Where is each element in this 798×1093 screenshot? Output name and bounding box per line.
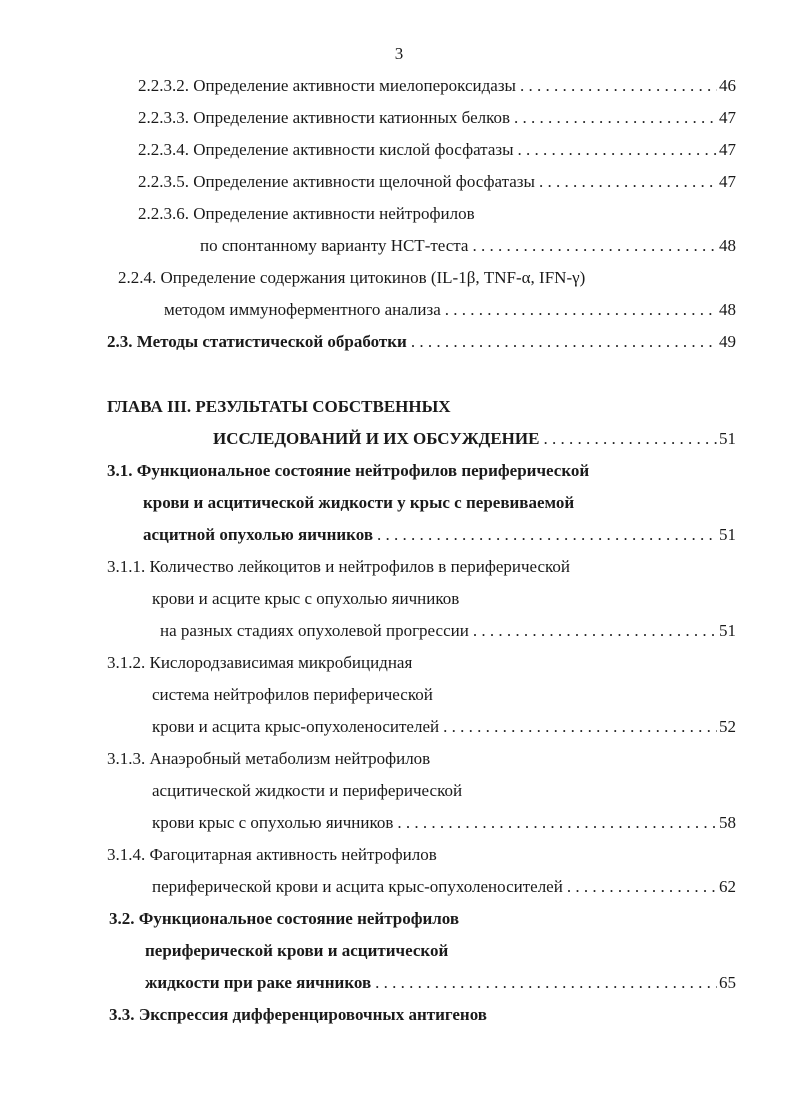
- toc-entry-text: асцитической жидкости и периферической: [152, 781, 463, 800]
- leader-dots: [518, 140, 717, 160]
- toc-entry-text: крови и асцитической жидкости у крыс с перевиваемой: [143, 493, 575, 512]
- chapter-heading: [107, 397, 736, 421]
- toc-entry: [145, 941, 736, 965]
- toc-entry-page: 47: [719, 108, 736, 127]
- leader-dots: [473, 621, 717, 641]
- toc-entry: [109, 1005, 736, 1029]
- toc-entry-text: система нейтрофилов периферической: [152, 685, 433, 704]
- toc-entry-text: 3.1.2. Кислородзависимая микробицидная: [107, 653, 413, 672]
- chapter-heading: [213, 429, 736, 453]
- toc-entry-text: крови крыс с опухолью яичников: [152, 813, 394, 832]
- toc-entry: [138, 204, 736, 228]
- toc-entry: [152, 717, 736, 741]
- leader-dots: [539, 172, 717, 192]
- toc-entry-text: асцитной опухолью яичников: [143, 525, 374, 544]
- leader-dots: [514, 108, 717, 128]
- toc-entry: [200, 236, 736, 260]
- toc-entry-page: 47: [719, 172, 736, 191]
- toc-entry-text: 3.1.1. Количество лейкоцитов и нейтрофилов в периферической: [107, 557, 571, 576]
- toc-entry-text: 3.1.4. Фагоцитарная активность нейтрофилов: [107, 845, 437, 864]
- leader-dots: [520, 76, 717, 96]
- toc-entry-text: 3.2. Функциональное состояние нейтрофилов: [109, 909, 460, 928]
- leader-dots: [443, 717, 717, 737]
- leader-dots: [375, 973, 717, 993]
- toc-entry-text: методом иммуноферментного анализа: [164, 300, 441, 319]
- toc-entry: [152, 589, 736, 613]
- toc-entry: [107, 332, 736, 356]
- toc-entry-text: 2.3. Методы статистической обработки: [107, 332, 407, 351]
- leader-dots: [567, 877, 717, 897]
- toc-entry-text: 3.3. Экспрессия дифференцировочных антигенов: [109, 1005, 487, 1024]
- toc-entry: [107, 461, 736, 485]
- toc-entry: [160, 621, 736, 645]
- toc-entry: [107, 557, 736, 581]
- page-number: 3: [394, 44, 404, 63]
- toc-entry: [138, 76, 736, 100]
- toc-entry: [143, 493, 736, 517]
- toc-entry-page: 65: [719, 973, 736, 992]
- toc-entry-page: 52: [719, 717, 736, 736]
- leader-dots: [472, 236, 717, 256]
- toc-entry-page: 48: [719, 300, 736, 319]
- toc-entry-text: 2.2.3.3. Определение активности катионных белков: [138, 108, 511, 127]
- toc-entry-text: 2.2.3.5. Определение активности щелочной фосфатазы: [138, 172, 535, 191]
- toc-entry-text: ИССЛЕДОВАНИЙ И ИХ ОБСУЖДЕНИЕ: [213, 429, 540, 448]
- toc-entry-page: 47: [719, 140, 736, 159]
- toc-entry: [145, 973, 736, 997]
- toc-entry-text: жидкости при раке яичников: [145, 973, 372, 992]
- toc-entry-text: на разных стадиях опухолевой прогрессии: [160, 621, 469, 640]
- toc-entry: [143, 525, 736, 549]
- toc-entry: [138, 172, 736, 196]
- toc-entry: [138, 140, 736, 164]
- toc-entry: [107, 749, 736, 773]
- toc-entry-text: 2.2.3.2. Определение активности миелопероксидазы: [138, 76, 516, 95]
- toc-entry-page: 51: [719, 525, 736, 544]
- toc-entry: [109, 909, 736, 933]
- toc-entry-text: 2.2.3.6. Определение активности нейтрофилов: [138, 204, 475, 223]
- toc-entry-text: периферической крови и асцитической: [145, 941, 449, 960]
- toc-entry-page: 62: [719, 877, 736, 896]
- leader-dots: [445, 300, 717, 320]
- toc-entry: [152, 813, 736, 837]
- toc-entry-page: 51: [719, 429, 736, 448]
- toc-entry-page: 46: [719, 76, 736, 95]
- toc-entry-page: 48: [719, 236, 736, 255]
- toc-entry-text: периферической крови и асцита крыс-опухоленосителей: [152, 877, 563, 896]
- toc-entry-page: 58: [719, 813, 736, 832]
- toc-entry-text: ГЛАВА III. РЕЗУЛЬТАТЫ СОБСТВЕННЫХ: [107, 397, 451, 416]
- toc-entry: [118, 268, 736, 292]
- toc-entry-text: 2.2.3.4. Определение активности кислой фосфатазы: [138, 140, 514, 159]
- toc-entry: [152, 685, 736, 709]
- toc-entry-page: 51: [719, 621, 736, 640]
- leader-dots: [397, 813, 717, 833]
- toc-entry-text: крови и асцита крыс-опухоленосителей: [152, 717, 440, 736]
- leader-dots: [411, 332, 717, 352]
- toc-entry-page: 49: [719, 332, 736, 351]
- toc-entry-text: по спонтанному варианту НСТ-теста: [200, 236, 469, 255]
- leader-dots: [377, 525, 717, 545]
- toc-entry: [164, 300, 736, 324]
- toc-entry: [138, 108, 736, 132]
- toc-entry: [107, 845, 736, 869]
- toc-entry: [152, 781, 736, 805]
- toc-entry: [152, 877, 736, 901]
- toc-entry-text: 2.2.4. Определение содержания цитокинов (IL-1β, TNF-α, IFN-γ): [118, 268, 586, 287]
- toc-entry-text: крови и асците крыс с опухолью яичников: [152, 589, 460, 608]
- toc-entry-text: 3.1.3. Анаэробный метаболизм нейтрофилов: [107, 749, 431, 768]
- toc-entry: [107, 653, 736, 677]
- toc-entry-text: 3.1. Функциональное состояние нейтрофилов периферической: [107, 461, 590, 480]
- leader-dots: [543, 429, 717, 449]
